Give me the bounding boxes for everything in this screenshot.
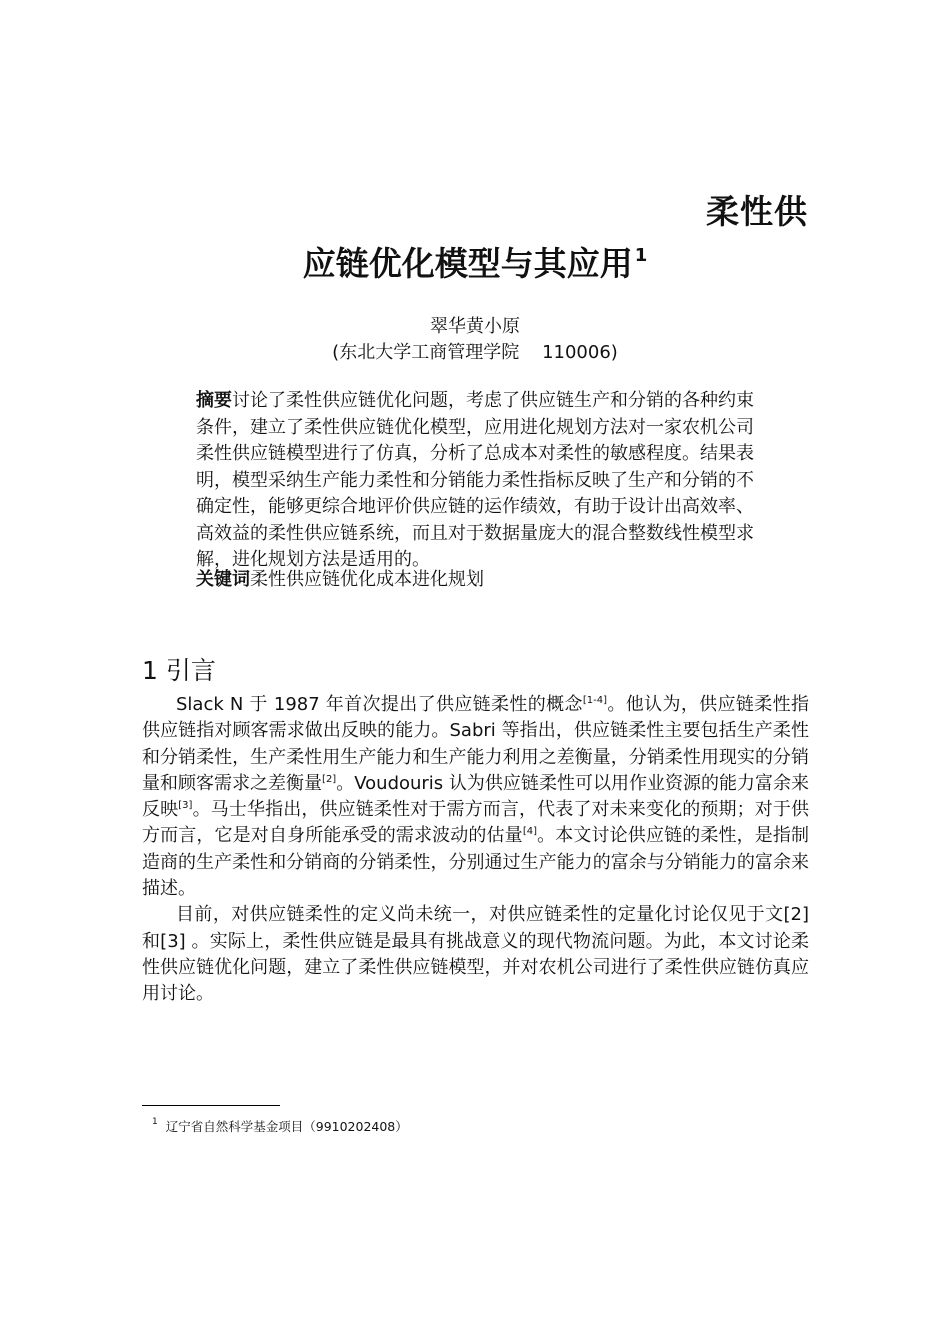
paragraph-2: 目前，对供应链柔性的定义尚未统一，对供应链柔性的定量化讨论仅见于文[2]和[3] 。实际上，柔性供应链是最具有挑战意义的现代物流问题。为此，本文讨论柔性供应链优化问题，建立了柔性供应链模型，并对农机公司进行了柔性供应链仿真应用讨论。 [142, 904, 809, 1005]
title-line-1: 柔性供 [706, 192, 808, 231]
keywords-label: 关键词 [196, 569, 250, 590]
text-run: Slack N 于 1987 年首次提出了供应链柔性的概念 [176, 694, 583, 715]
title-line-2 [0, 238, 950, 285]
footnote [152, 1117, 408, 1135]
authors: 翠华黄小原 [430, 316, 520, 337]
affiliation: (东北大学工商管理学院 110006) [332, 342, 618, 363]
text-run: 。马士华指出，供应链柔性对于需方而言，代表了对未来变化的预期；对于供方而言，它是对自身所能承受的需求波动的估量 [142, 799, 810, 847]
footnote-divider [142, 1105, 280, 1106]
text-run: 。本文讨论供应链的柔性，是指制造商的生产柔性和分销商的分销柔性，分别通过生产能力的富余与分销能力的富余来描述。 [142, 825, 810, 900]
abstract-text: 讨论了柔性供应链优化问题，考虑了供应链生产和分销的各种约束条件，建立了柔性供应链优化模型，应用进化规划方法对一家农机公司柔性供应链模型进行了仿真，分析了总成本对柔性的敏感程度。结果表明，模型采纳生产能力柔性和分销能力柔性指标反映了生产和分销的不确定性，能够更综合地评价供应链的运作绩效，有助于设计出高效率、高效益的柔性供应链系统，而且对于数据量庞大的混合整数线性模型求解，进化规划方法是适用的。 [196, 390, 754, 570]
citation[interactable]: [4] [522, 826, 537, 838]
citation[interactable]: [3] [178, 800, 193, 812]
keywords [196, 568, 758, 592]
footnote-mark: 1 [152, 1116, 158, 1127]
abstract [196, 388, 758, 574]
text-run: 。Voudouris 认为供应链柔性可以用作业资源的能力富余来反映 [142, 772, 809, 821]
keywords-text: 柔性供应链优化成本进化规划 [250, 569, 484, 590]
title-text: 应链优化模型与其应用 [302, 244, 633, 283]
footnote-text: 辽宁省自然科学基金项目（9910202408） [165, 1119, 408, 1134]
title-footnote-mark: 1 [634, 245, 648, 266]
text-run: 。他认为，供应链柔性指供应链指对顾客需求做出反映的能力。Sabri 等指出，供应链柔性主要包括生产柔性和分销柔性，生产柔性用生产能力和生产能力利用之差衡量，分销柔性用现实的分销量和顾客需求之差衡量 [142, 694, 810, 794]
paragraph-1 [142, 692, 809, 902]
citation[interactable]: [2] [322, 773, 337, 785]
abstract-label: 摘要 [196, 390, 232, 411]
section-heading-introduction: 1 引言 [142, 656, 216, 685]
section-body [142, 692, 809, 1008]
citation[interactable]: [1-4] [582, 695, 607, 706]
